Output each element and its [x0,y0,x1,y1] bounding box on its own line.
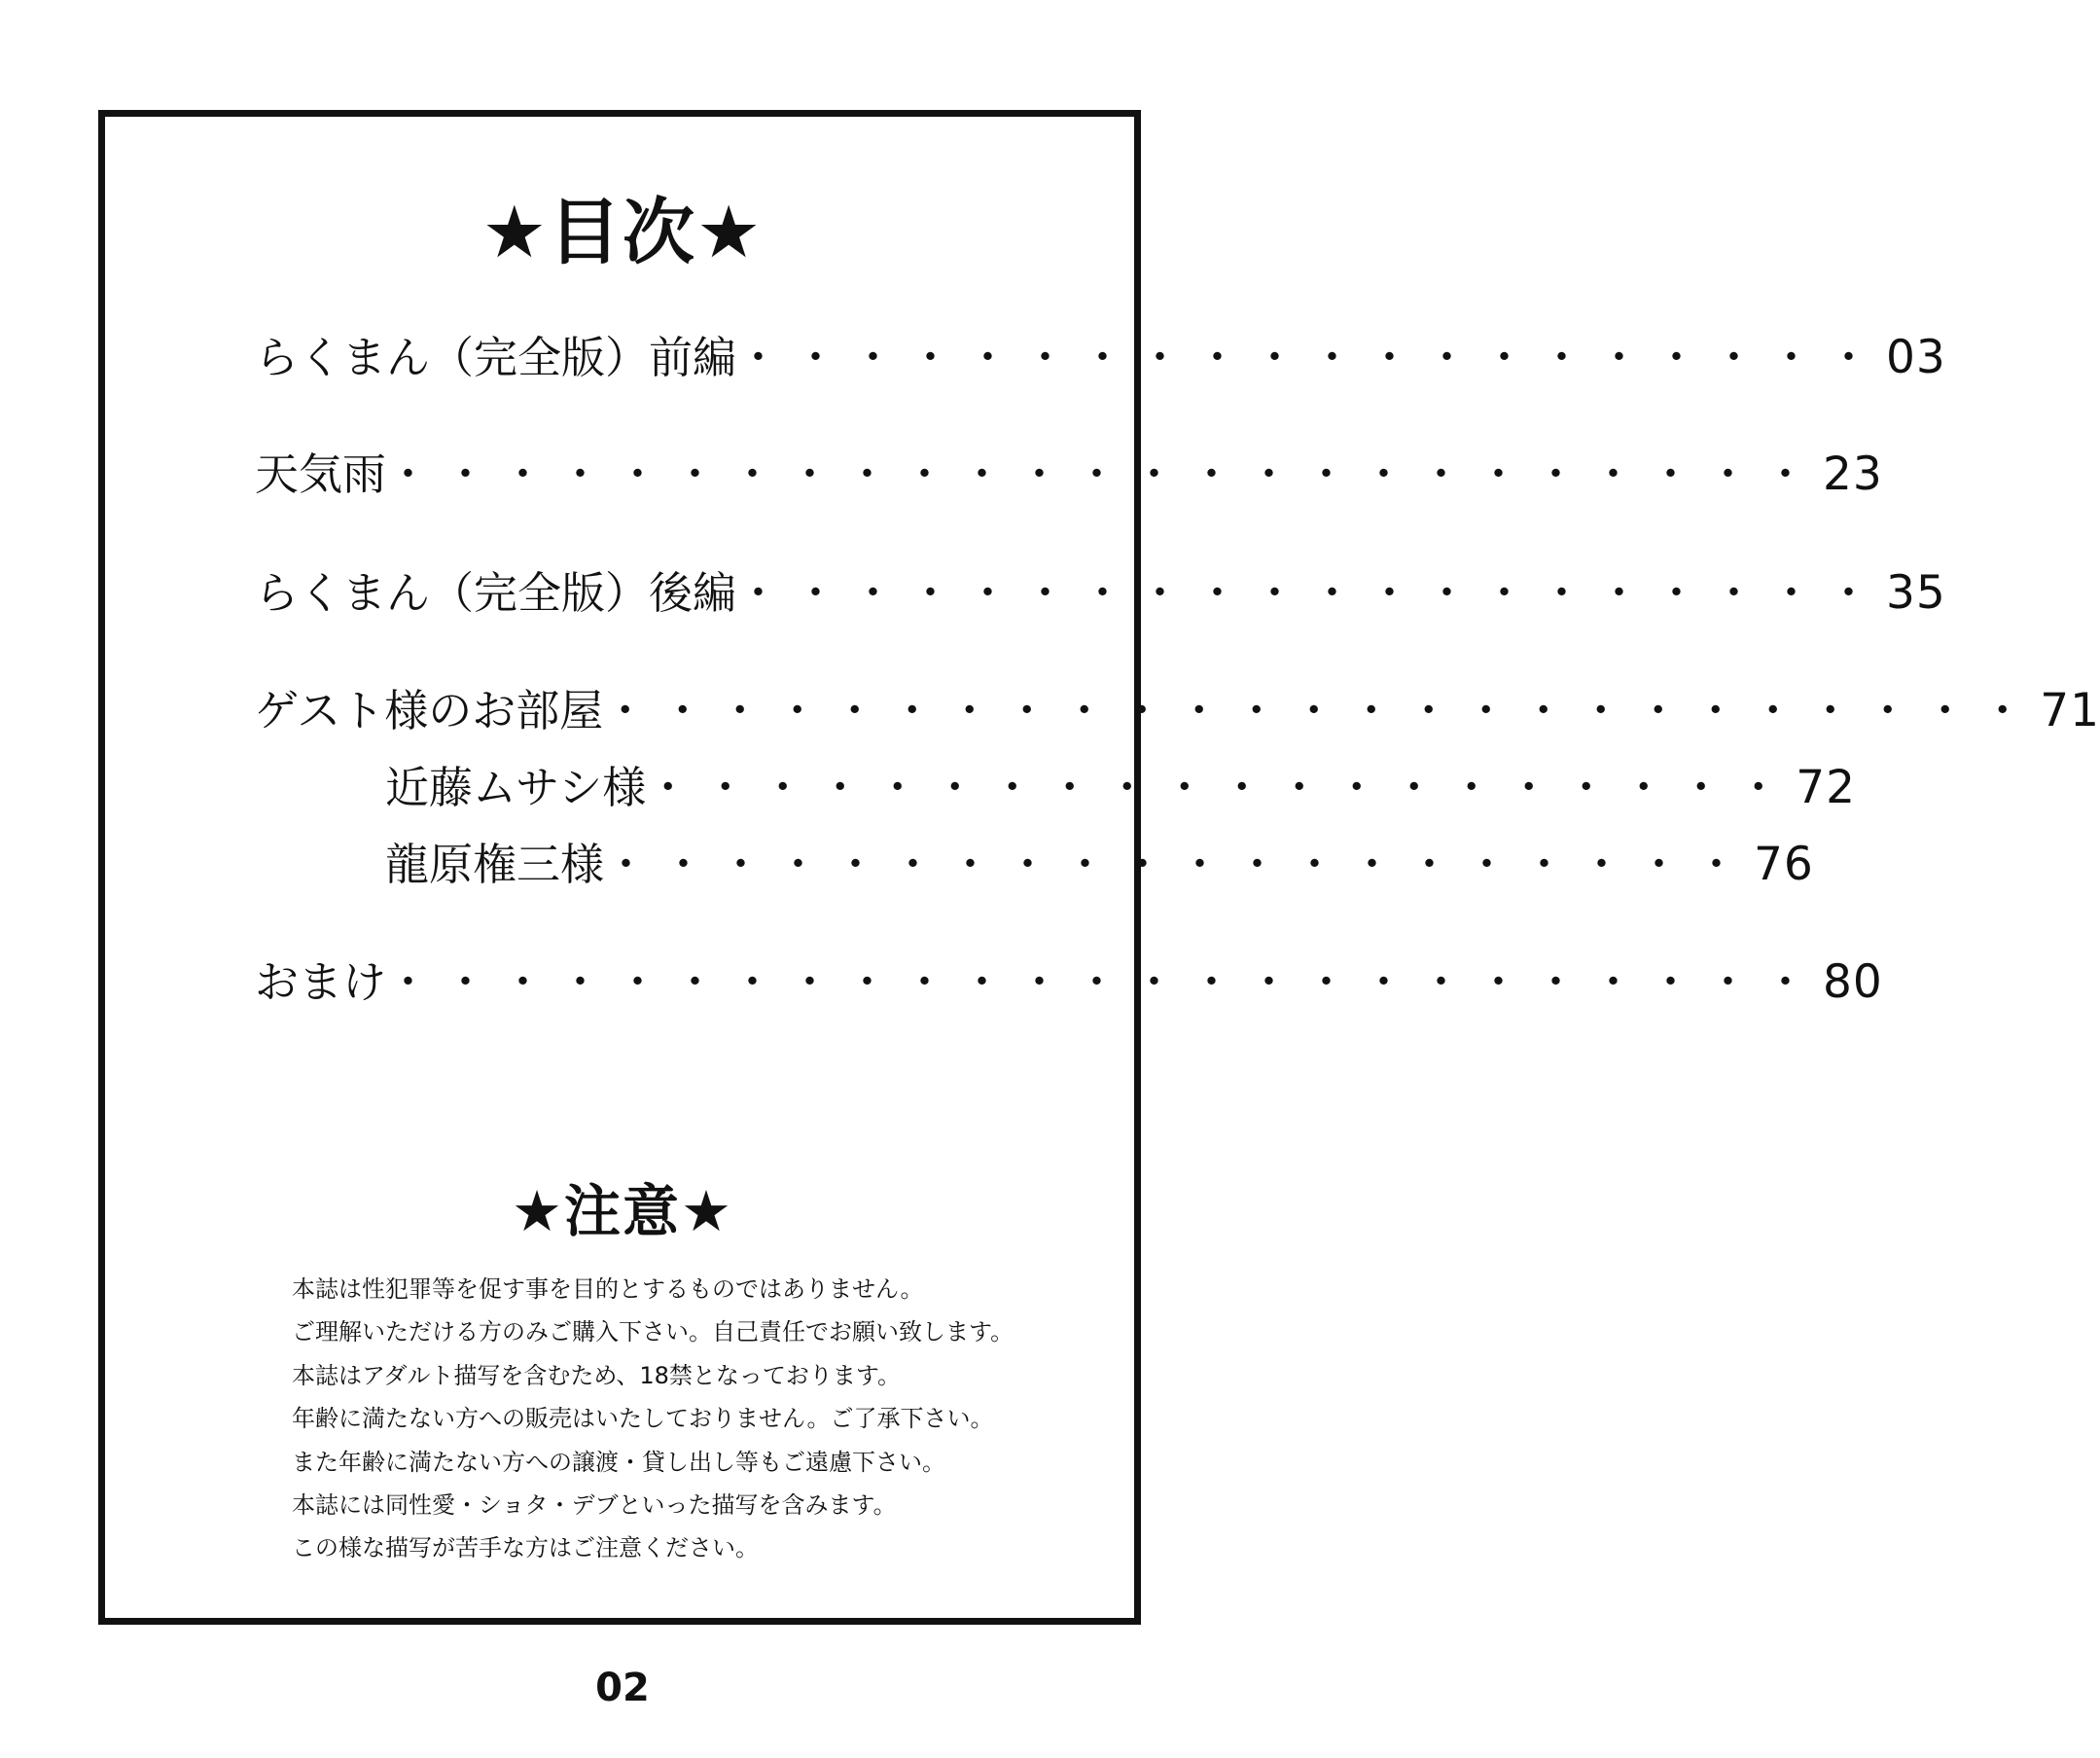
toc-entry-page: 03 [1886,331,1946,384]
toc-dot-leader: ・・・・・・・・・・・・・・・・・・・・ [646,762,1795,813]
toc-dot-leader: ・・・・・・・・・・・・・・・・・・・・・・・・・ [603,685,2039,736]
toc-entry-page: 72 [1796,761,1857,814]
toc-entry-page: 80 [1823,955,1883,1009]
toc-title: ★目次★ [481,191,764,274]
notice-line: 本誌はアダルト描写を含むため、18禁となっております。 [292,1361,901,1389]
toc-entry-label: 近藤ムサシ様 [385,762,647,813]
toc-dot-leader: ・・・・・・・・・・・・・・・・・・・・・・・・・ [386,956,1822,1008]
notice-title: ★注意★ [512,1178,733,1244]
notice-line: また年齢に満たない方への譲渡・貸し出し等もご遠慮下さい。 [292,1448,945,1476]
toc-dot-leader: ・・・・・・・・・・・・・・・・・・・・ [736,567,1885,619]
notice-line: ご理解いただける方のみご購入下さい。自己責任でお願い致します。 [292,1318,1014,1346]
toc-entry-rakuman-part2 [255,564,1946,623]
toc-dot-leader: ・・・・・・・・・・・・・・・・・・・・・・・・・ [386,448,1822,500]
toc-entry-label: 天気雨 [255,448,387,500]
toc-entry-label: ゲスト様のお部屋 [255,685,604,736]
notice-line: 年齢に満たない方への販売はいたしておりません。ご了承下さい。 [292,1405,994,1433]
toc-entry-page: 76 [1754,838,1814,891]
toc-entry-kondo-musashi [385,759,1857,817]
toc-entry-guest-room [255,682,2100,740]
toc-entry-rakuman-part1 [255,329,1946,387]
toc-entry-label: おまけ [255,956,387,1008]
notice-line: 本誌には同性愛・ショタ・デブといった描写を含みます。 [292,1490,897,1519]
toc-entry-tatsuhara-gonzo [385,836,1814,894]
toc-entry-page: 23 [1823,448,1883,501]
toc-entry-tenkiame [255,446,1883,504]
toc-entry-label: らくまん（完全版）前編 [255,332,737,383]
toc-entry-label: らくまん（完全版）後編 [255,567,737,619]
toc-dot-leader: ・・・・・・・・・・・・・・・・・・・・ [604,839,1753,890]
toc-entry-omake [255,953,1883,1012]
toc-entry-page: 35 [1886,566,1946,620]
toc-dot-leader: ・・・・・・・・・・・・・・・・・・・・ [736,332,1885,383]
notice-line: この様な描写が苦手な方はご注意ください。 [292,1534,759,1562]
toc-entry-label: 龍原権三様 [385,839,605,890]
toc-entry-page: 71 [2040,684,2100,737]
page-number: 02 [595,1666,650,1710]
notice-line: 本誌は性犯罪等を促す事を目的とするものではありません。 [292,1275,924,1303]
notice-text [292,1268,1050,1570]
